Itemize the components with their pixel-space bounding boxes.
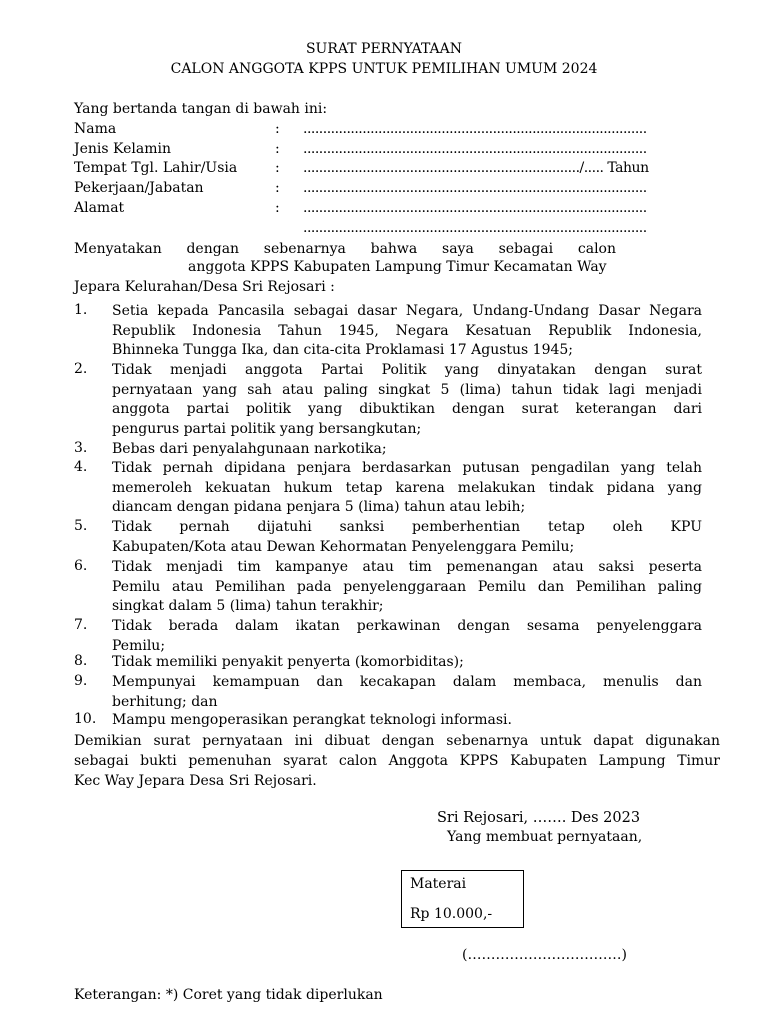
item-number: 8. <box>74 653 88 669</box>
item-number: 5. <box>74 518 88 534</box>
signature-name-placeholder: (……………………………) <box>462 947 627 963</box>
field-colon: : <box>275 200 280 216</box>
field-label-nama: Nama <box>74 121 117 137</box>
item-number: 10. <box>74 711 97 727</box>
list-item-8: Tidak memiliki penyakit penyerta (komorbiditas); <box>112 654 464 670</box>
list-item-6: Tidak menjadi tim kampanye atau tim pemenangan atau saksi peserta Pemilu atau Pemilihan pada penyelenggaraan Pemilu dan Pemilihan paling singkat dalam 5 (lima) tahun terakhir; <box>112 559 702 615</box>
intro-text: Yang bertanda tangan di bawah ini: <box>74 101 328 117</box>
field-colon: : <box>275 160 280 176</box>
list-item-4: Tidak pernah dipidana penjara berdasarkan putusan pengadilan yang telah memeroleh kekuatan hukum tetap karena melakukan tindak pidana yang diancam dengan pidana penjara 5 (lima) tahun atau lebih; <box>112 460 702 516</box>
field-colon: : <box>275 141 280 157</box>
item-number: 9. <box>74 673 88 689</box>
field-colon: : <box>275 121 280 137</box>
footnote: Keterangan: *) Coret yang tidak diperlukan <box>74 987 383 1003</box>
list-item-5: Tidak pernah dijatuhi sanksi pemberhentian tetap oleh KPU Kabupaten/Kota atau Dewan Kehormatan Penyelenggara Pemilu; <box>112 519 702 555</box>
materai-value: Rp 10.000,- <box>410 906 493 922</box>
statement-line3: Jepara Kelurahan/Desa Sri Rejosari : <box>74 279 335 295</box>
statement-line2: anggota KPPS Kabupaten Lampung Timur Kecamatan Way <box>188 259 607 275</box>
list-item-9: Mempunyai kemampuan dan kecakapan dalam membaca, menulis dan berhitung; dan <box>112 674 702 710</box>
field-label-jenis-kelamin: Jenis Kelamin <box>74 141 171 157</box>
field-value-nama: ....................................................................................... <box>303 121 647 137</box>
item-number: 1. <box>74 302 88 318</box>
field-value-pekerjaan: ....................................................................................... <box>303 180 647 196</box>
item-number: 2. <box>74 361 88 377</box>
materai-box <box>401 870 524 928</box>
list-item-3: Bebas dari penyalahgunaan narkotika; <box>112 441 387 457</box>
field-value-jenis-kelamin: ....................................................................................... <box>303 141 647 157</box>
item-number: 3. <box>74 440 88 456</box>
list-item-7: Tidak berada dalam ikatan perkawinan dengan sesama penyelenggara Pemilu; <box>112 618 702 654</box>
list-item-2: Tidak menjadi anggota Partai Politik yang dinyatakan dengan surat pernyataan yang sah atau paling singkat 5 (lima) tahun tidak lagi menjadi anggota partai politik yang dibuktikan dengan surat keterangan dari pengurus partai politik yang bersangkutan; <box>112 362 702 438</box>
item-number: 6. <box>74 558 88 574</box>
item-number: 4. <box>74 459 88 475</box>
signature-place-date: Sri Rejosari, ……. Des 2023 <box>437 810 641 826</box>
statement-line1: Menyatakan dengan sebenarnya bahwa saya sebagai calon <box>74 241 616 257</box>
document-subtitle: CALON ANGGOTA KPPS UNTUK PEMILIHAN UMUM 2024 <box>170 61 598 77</box>
document-title: SURAT PERNYATAAN <box>305 41 463 57</box>
item-number: 7. <box>74 617 88 633</box>
materai-label: Materai <box>410 876 467 892</box>
field-label-alamat: Alamat <box>74 200 125 216</box>
field-value-alamat: ....................................................................................... <box>303 200 647 216</box>
field-value-alamat-line2: ....................................................................................... <box>303 220 647 236</box>
field-label-tempat-tgl-lahir: Tempat Tgl. Lahir/Usia <box>74 160 238 176</box>
field-colon: : <box>275 180 280 196</box>
list-item-10: Mampu mengoperasikan perangkat teknologi informasi. <box>112 712 512 728</box>
signature-role: Yang membuat pernyataan, <box>447 829 643 845</box>
field-value-tempat-tgl-lahir: ....................................................................../..... Tahun <box>303 160 649 176</box>
closing-paragraph: Demikian surat pernyataan ini dibuat dengan sebenarnya untuk dapat digunakan sebagai bukti pemenuhan syarat calon Anggota KPPS Kabupaten Lampung Timur Kec Way Jepara Desa Sri Rejosari. <box>74 733 720 789</box>
field-label-pekerjaan: Pekerjaan/Jabatan <box>74 180 204 196</box>
list-item-1: Setia kepada Pancasila sebagai dasar Negara, Undang-Undang Dasar Negara Republik Indonesia Tahun 1945, Negara Kesatuan Republik Indonesia, Bhinneka Tunggа Ika, dan cita-cita Proklamasi 17 Agustus 1945; <box>112 303 702 359</box>
